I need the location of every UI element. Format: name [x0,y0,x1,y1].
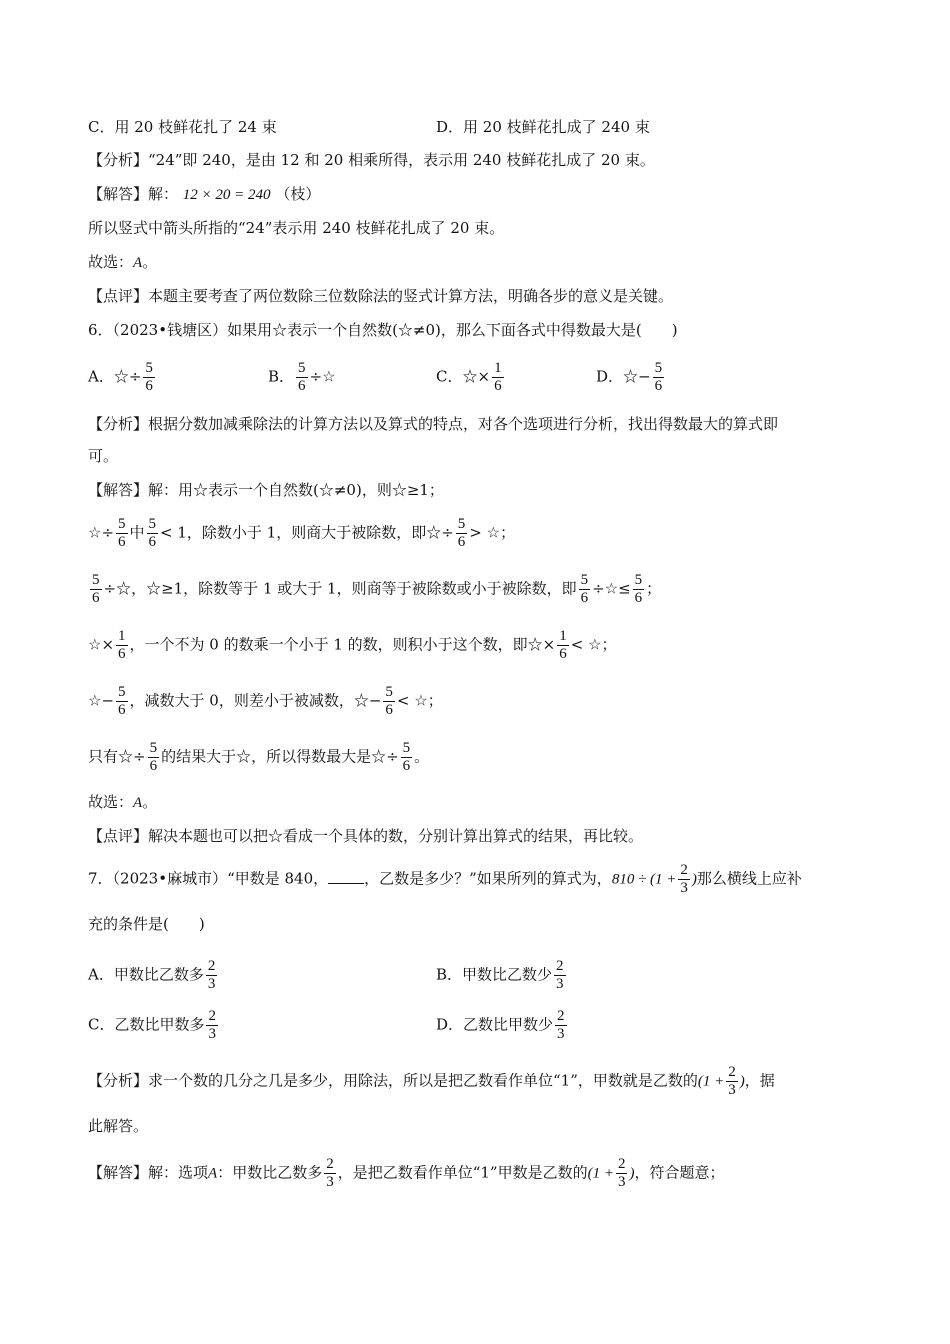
denominator: 6 [654,378,663,394]
q6-option-a-fraction [143,360,155,395]
text: ，是把乙数看作单位“1”甲数是乙数的 [337,1163,588,1182]
q6-comment: 【点评】解决本题也可以把☆看成一个具体的数，分别计算出算式的结果，再比较。 [88,827,644,845]
numerator: 5 [118,516,126,532]
text: ，据 [744,1071,775,1090]
fraction [147,516,159,551]
numerator: 5 [149,740,158,756]
numerator: 5 [298,360,306,376]
text: 中 [129,523,145,542]
numerator: 2 [728,1064,736,1080]
denominator: 6 [457,534,466,550]
numerator: 1 [559,628,567,644]
text: 【解答】解：选项 [88,1163,209,1182]
q6-stem-paren: ( ) [635,321,678,339]
denominator: 6 [634,590,643,606]
formula: (1 + [587,1165,614,1182]
text: ☆× [88,635,115,654]
numerator: 2 [326,1156,334,1172]
q5-option-d: D．用 20 枝鲜花扎成了 240 束 [436,118,650,136]
q7-option-b-text: B．甲数比乙数少 [436,965,553,984]
q7-analysis-line2: 此解答。 [88,1117,149,1135]
q6-option-c-fraction [492,360,504,395]
denominator: 6 [402,758,411,774]
numerator: 5 [580,572,589,588]
numerator: 2 [557,1008,565,1024]
text: > ☆； [469,523,516,542]
fraction [555,1008,567,1043]
q7-option-c [88,1008,220,1043]
q6-stem-a: 6．（2023•钱塘区）如果用☆表示一个自然数 [88,321,393,339]
numerator: 5 [634,572,643,588]
q6-analysis-line2: 可。 [88,447,119,465]
q5-answer-prefix: 故选： [88,253,134,271]
text: 只有☆÷ [88,747,146,766]
q7-stem-line2: 充的条件是( ) [88,915,205,933]
numerator: 2 [680,862,688,878]
q6-solution-line6 [88,740,429,775]
text: ：甲数比乙数多 [217,1163,323,1182]
fraction [616,1156,628,1191]
q6-option-b [268,360,336,395]
numerator: 5 [654,360,663,376]
denominator: 3 [557,1026,565,1042]
q6-analysis-line1: 【分析】根据分数加减乘除法的计算方法以及算式的特点，对各个选项进行分析，找出得数最大的算式即 [88,415,779,433]
q6-option-d-label: D． [596,367,624,386]
q5-solution-expr: 12 × 20 = 240 [182,187,271,203]
text: 的结果大于☆，所以得数最大是☆÷ [161,747,399,766]
denominator: 3 [326,1174,334,1190]
fraction [726,1064,738,1099]
q7-option-d [436,1008,569,1043]
q7-solution-line1 [88,1156,724,1191]
q6-option-d [596,360,666,395]
numerator: 5 [92,572,100,588]
fraction [401,740,413,775]
q5-answer [88,252,157,273]
q7-option-d-text: D．乙数比甲数少 [436,1015,554,1034]
q6-solution-line3 [88,572,661,607]
fraction [206,958,218,993]
numerator: 2 [208,1008,216,1024]
q6-solution-line5 [88,684,443,719]
text: ； [646,579,662,598]
formula: ) [691,871,697,888]
formula: 810 ÷ (1 + [611,871,677,888]
denominator: 6 [92,590,100,606]
q7-option-c-text: C．乙数比甲数多 [88,1015,205,1034]
text: ，减数大于 0，则差小于被减数，☆− [129,691,382,710]
text: 【分析】求一个数的几分之几是多少，用除法，所以是把乙数看作单位“1”，甲数就是乙数的 [88,1071,698,1090]
text: < ☆； [396,691,443,710]
denominator: 6 [118,534,126,550]
denominator: 6 [148,534,157,550]
q6-option-b-expr: ÷☆ [309,367,336,386]
numerator: 5 [385,684,393,700]
denominator: 3 [207,976,216,992]
q6-option-d-expr: ☆− [623,367,651,386]
denominator: 6 [118,646,126,662]
fraction [116,684,128,719]
denominator: 6 [118,702,126,718]
denominator: 6 [580,590,589,606]
q5-solution-unit: （枝） [275,185,321,203]
numerator: 5 [118,684,126,700]
text: ☆÷ [88,523,115,542]
fraction [206,1008,218,1043]
numerator: 5 [145,360,153,376]
numerator: 1 [494,360,502,376]
q6-answer-suffix: 。 [142,793,158,811]
denominator: 6 [145,378,153,394]
fraction [557,628,569,663]
numerator: 5 [402,740,411,756]
q5-solution-prefix: 【解答】解： [88,185,179,203]
denominator: 6 [149,758,158,774]
text: < ☆； [570,635,617,654]
q6-answer-prefix: 故选： [88,793,134,811]
text: 。 [414,747,430,766]
q5-conclusion: 所以竖式中箭头所指的“24”表示用 240 枝鲜花扎成了 20 束。 [88,219,505,237]
text: 7．（2023•麻城市）“甲数是 840， [88,869,329,888]
fraction [383,684,395,719]
fraction [324,1156,336,1191]
q7-analysis-line1 [88,1064,775,1099]
q6-stem-b: ，那么下面各式中得数最大是 [440,321,636,339]
denominator: 3 [617,1174,626,1190]
q6-option-a-expr: ☆÷ [113,367,142,386]
text: ÷☆≤ [592,579,631,598]
text: ，一个不为 0 的数乘一个小于 1 的数，则积小于这个数，即☆× [129,635,556,654]
q6-answer [88,792,157,813]
q6-option-a [88,360,157,395]
q5-option-c: C．用 20 枝鲜花扎了 24 束 [88,118,277,136]
fraction [116,628,128,663]
q7-option-a [88,958,219,993]
fraction [579,572,591,607]
q6-answer-letter: A [133,795,143,811]
q5-answer-letter: A [133,255,143,271]
numerator: 1 [118,628,126,644]
numerator: 5 [148,516,157,532]
q5-solution [88,184,320,205]
denominator: 3 [556,976,564,992]
denominator: 6 [298,378,306,394]
fraction [148,740,160,775]
fraction [554,958,566,993]
q6-option-a-label: A． [88,367,114,386]
text: 那么横线上应补 [696,869,802,888]
q6-option-c [436,360,506,395]
formula: ) [629,1165,635,1182]
text: ，符合题意； [634,1163,725,1182]
numerator: 2 [617,1156,626,1172]
text: ☆− [88,691,115,710]
answer-blank [328,869,364,884]
fraction [678,862,690,897]
q5-answer-suffix: 。 [142,253,158,271]
q7-stem-line1 [88,862,802,897]
text: ÷☆，☆≥1，除数等于 1 或大于 1，则商等于被除数或小于被除数，即 [103,579,577,598]
denominator: 6 [385,702,393,718]
denominator: 3 [728,1082,736,1098]
fraction [90,572,102,607]
formula: ) [739,1073,745,1090]
q6-option-c-expr: ☆× [462,367,491,386]
numerator: 5 [457,516,466,532]
numerator: 2 [207,958,216,974]
q6-option-d-fraction [653,360,665,395]
q6-option-c-label: C． [436,367,463,386]
denominator: 6 [559,646,567,662]
q5-comment: 【点评】本题主要考查了两位数除三位数除法的竖式计算方法，明确各步的意义是关键。 [88,287,674,305]
text: < 1，除数小于 1，则商大于被除数，即☆÷ [160,523,454,542]
denominator: 3 [208,1026,216,1042]
denominator: 6 [494,378,502,394]
option-letter: A [208,1165,218,1182]
q6-solution-line4 [88,628,617,663]
q6-solution-line1: 【解答】解：用☆表示一个自然数(☆≠0)，则☆≥1； [88,481,444,499]
q6-option-b-label: B． [268,367,295,386]
denominator: 3 [680,880,688,896]
fraction [116,516,128,551]
numerator: 2 [556,958,564,974]
q7-option-a-text: A．甲数比乙数多 [88,965,204,984]
q7-option-b [436,958,568,993]
fraction [456,516,468,551]
q5-analysis: 【分析】“24”即 240，是由 12 和 20 相乘所得，表示用 240 枝鲜花扎成了 20 束。 [88,151,655,169]
q6-solution-line2 [88,516,515,551]
fraction [633,572,645,607]
q6-stem [88,320,678,340]
q6-option-b-fraction [296,360,308,395]
formula: (1 + [697,1073,725,1090]
text: ，乙数是多少？”如果所列的算式为， [364,869,612,888]
q6-stem-cond: (☆≠0) [392,321,441,339]
